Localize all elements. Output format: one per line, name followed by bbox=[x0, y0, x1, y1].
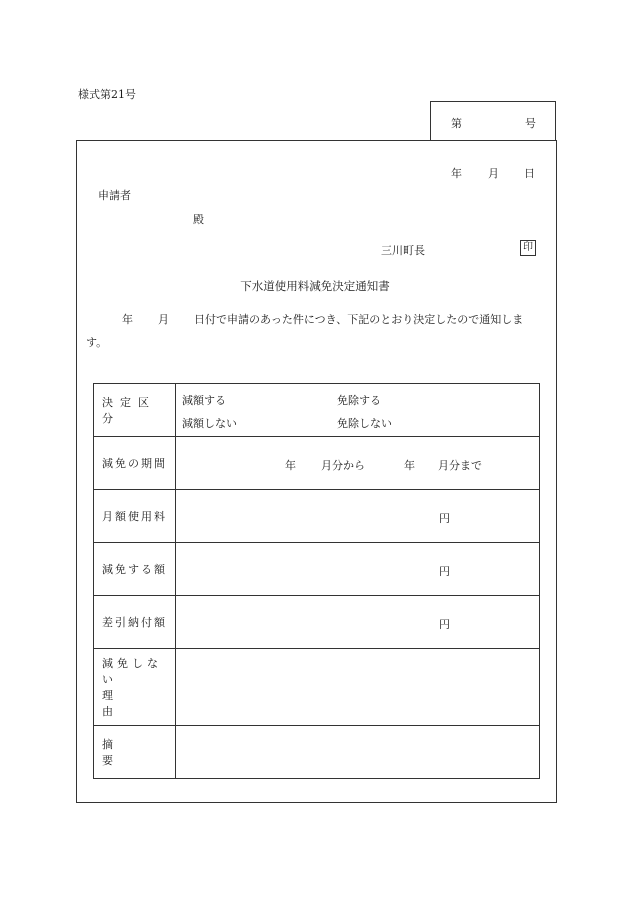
form-number: 様式第21号 bbox=[78, 88, 136, 101]
seal-mark: 印 bbox=[520, 240, 536, 256]
table-row-reduction-amount bbox=[94, 543, 540, 596]
table-row-decision bbox=[94, 384, 540, 437]
net-amount-unit: 円 bbox=[439, 618, 450, 631]
decision-label bbox=[102, 394, 167, 426]
period-to: 月分まで bbox=[438, 459, 482, 472]
recipient-label: 申請者 bbox=[98, 189, 131, 202]
table-row-monthly-fee bbox=[94, 490, 540, 543]
decision-options-cell bbox=[176, 384, 540, 437]
number-suffix: 号 bbox=[525, 117, 536, 130]
reason-value-cell bbox=[176, 649, 540, 726]
body-year: 年 bbox=[122, 313, 133, 326]
period-label-cell bbox=[94, 437, 176, 490]
table-row-net-amount bbox=[94, 596, 540, 649]
reason-label-cell bbox=[94, 649, 176, 726]
monthly-fee-unit: 円 bbox=[439, 512, 450, 525]
number-prefix: 第 bbox=[451, 117, 462, 130]
net-amount-label-cell bbox=[94, 596, 176, 649]
reason-label-line1: 減免しない bbox=[102, 657, 162, 686]
period-from: 月分から bbox=[321, 459, 365, 472]
option-reduce: 減額する bbox=[182, 394, 226, 407]
monthly-fee-label-cell bbox=[94, 490, 176, 543]
period-year-to: 年 bbox=[404, 459, 415, 472]
monthly-fee-label: 月額使用料 bbox=[102, 510, 167, 523]
option-exempt: 免除する bbox=[337, 394, 381, 407]
period-value-cell bbox=[176, 437, 540, 490]
reduction-amount-label: 減免する額 bbox=[102, 563, 167, 576]
issuer-mayor: 三川町長 bbox=[381, 244, 425, 257]
reason-label-line2: 理由 bbox=[102, 689, 164, 718]
date-day: 日 bbox=[524, 167, 535, 180]
remarks-label-cell bbox=[94, 726, 176, 779]
period-year-from: 年 bbox=[285, 459, 296, 472]
body-text-line2: す。 bbox=[86, 336, 108, 349]
decision-label-cell bbox=[94, 384, 176, 437]
body-month: 月 bbox=[158, 313, 169, 326]
reduction-amount-unit: 円 bbox=[439, 565, 450, 578]
table-row-remarks bbox=[94, 726, 540, 779]
remarks-value-cell bbox=[176, 726, 540, 779]
date-year: 年 bbox=[451, 167, 462, 180]
net-amount-value-cell bbox=[176, 596, 540, 649]
reduction-amount-label-cell bbox=[94, 543, 176, 596]
option-no-exempt: 免除しない bbox=[337, 417, 392, 430]
decision-label-text: 決定区分 bbox=[102, 396, 156, 425]
reduction-amount-value-cell bbox=[176, 543, 540, 596]
period-label: 減免の期間 bbox=[102, 457, 167, 470]
document-number-box bbox=[430, 101, 556, 141]
net-amount-label: 差引納付額 bbox=[102, 616, 167, 629]
body-text-line1: 日付で申請のあった件につき、下記のとおり決定したので通知しま bbox=[194, 313, 524, 326]
date-month: 月 bbox=[488, 167, 499, 180]
remarks-label: 摘要 bbox=[102, 738, 164, 767]
table-row-period bbox=[94, 437, 540, 490]
monthly-fee-value-cell bbox=[176, 490, 540, 543]
table-row-no-reduction-reason bbox=[94, 649, 540, 726]
document-title: 下水道使用料減免決定通知書 bbox=[240, 279, 390, 293]
option-no-reduce: 減額しない bbox=[182, 417, 237, 430]
decision-table bbox=[93, 383, 540, 779]
recipient-honorific: 殿 bbox=[193, 213, 204, 226]
